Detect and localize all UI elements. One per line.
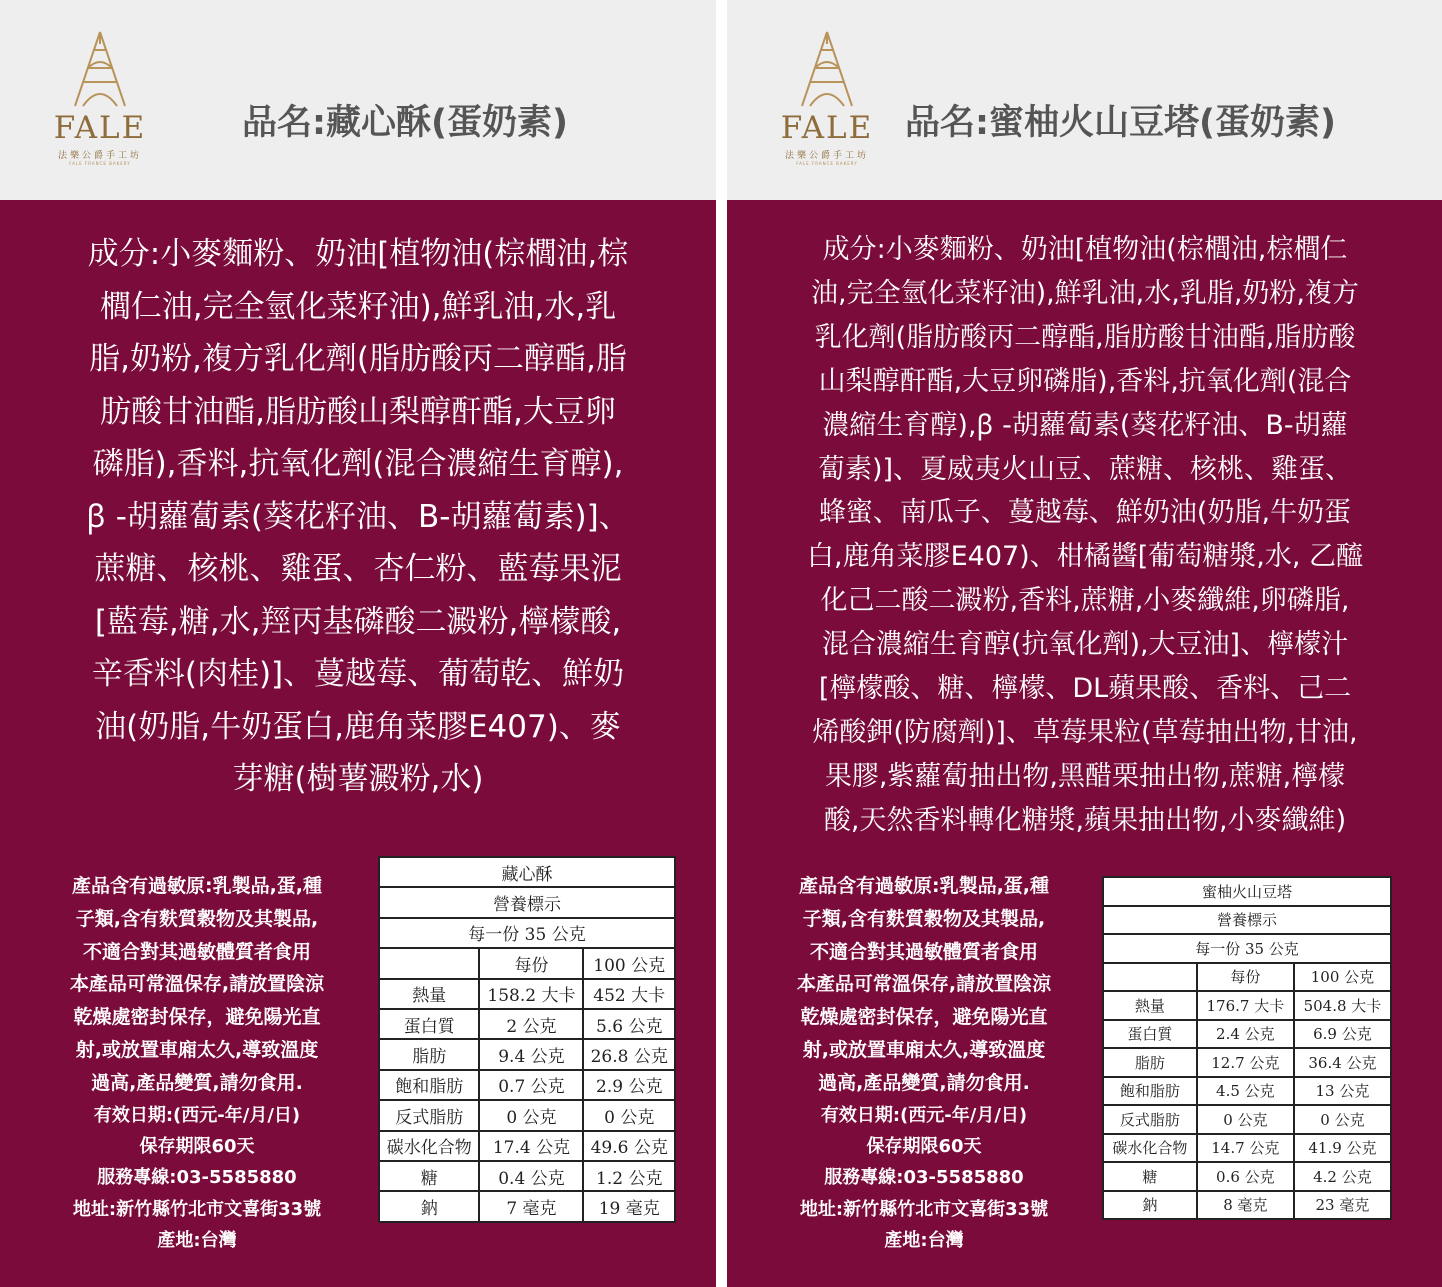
shelf-life: 保存期限60天 — [866, 1135, 982, 1157]
nutrition-product: 藏心酥 — [379, 857, 675, 887]
table-row — [379, 1070, 675, 1100]
note-line: 過高,產品變質,請勿食用. — [818, 1071, 1030, 1094]
nutrient-name: 鈉 — [1103, 1191, 1197, 1220]
table-row — [379, 1009, 675, 1039]
ingredient-line: 化己二酸二澱粉,香料,蔗糖,小麥纖維,卵磷脂, — [820, 585, 1350, 617]
brand-logo — [46, 30, 154, 170]
note-line: 產品含有過敏原:乳製品,蛋,種 — [71, 875, 323, 897]
table-row — [1103, 991, 1391, 1020]
per-100g-value: 41.9 公克 — [1294, 1134, 1391, 1163]
ingredient-line: 乳化劑(脂肪酸丙二醇酯,脂肪酸甘油酯,脂肪酸 — [814, 321, 1356, 353]
per-serving-value: 0.7 公克 — [479, 1070, 583, 1100]
per-100g-value: 1.2 公克 — [583, 1161, 675, 1191]
note-line: 乾燥處密封保存，避免陽光直 — [73, 1006, 321, 1029]
per-100g-value: 504.8 大卡 — [1294, 991, 1391, 1020]
nutrient-name: 碳水化合物 — [1103, 1134, 1197, 1163]
origin: 產地:台灣 — [884, 1230, 964, 1252]
nutrient-name: 糖 — [1103, 1162, 1197, 1191]
per-serving-value: 2.4 公克 — [1197, 1020, 1294, 1049]
brand-logo — [773, 30, 881, 170]
nutrition-product: 蜜柚火山豆塔 — [1103, 877, 1391, 906]
header-per-serving: 每份 — [1197, 963, 1294, 992]
per-serving-value: 17.4 公克 — [479, 1131, 583, 1161]
per-100g-value: 49.6 公克 — [583, 1131, 675, 1161]
note-line: 乾燥處密封保存，避免陽光直 — [800, 1006, 1048, 1029]
ingredient-line: 辛香料(肉桂)]、蔓越莓、葡萄乾、鮮奶 — [91, 656, 625, 692]
nutrient-name: 反式脂肪 — [1103, 1105, 1197, 1134]
per-100g-value: 23 毫克 — [1294, 1191, 1391, 1220]
nutrition-heading: 營養標示 — [1103, 906, 1391, 935]
logo-subtitle: 法樂公爵手工坊 — [57, 151, 142, 161]
ingredient-line: 肪酸甘油酯,脂肪酸山梨醇酐酯,大豆卵 — [100, 393, 616, 430]
ingredients-text — [32, 228, 684, 806]
per-100g-value: 19 毫克 — [583, 1191, 675, 1221]
nutrient-name: 蛋白質 — [379, 1009, 479, 1039]
header-per-100g: 100 公克 — [1294, 963, 1391, 992]
nutrition-heading: 營養標示 — [379, 887, 675, 917]
table-row — [1103, 1162, 1391, 1191]
note-line: 不適合對其過敏體質者食用 — [82, 940, 311, 963]
note-line: 本產品可常溫保存,請放置陰涼 — [796, 973, 1052, 996]
table-row — [379, 1161, 675, 1191]
per-100g-value: 452 大卡 — [583, 979, 675, 1009]
eiffel-tower-icon — [792, 30, 862, 108]
address: 地址:新竹縣竹北市文喜街33號 — [72, 1198, 322, 1220]
per-100g-value: 26.8 公克 — [583, 1039, 675, 1069]
per-100g-value: 2.9 公克 — [583, 1070, 675, 1100]
per-serving-value: 0.4 公克 — [479, 1161, 583, 1191]
expiry-date: 有效日期:(西元-年/月/日) — [820, 1104, 1028, 1126]
header-blank — [1103, 963, 1197, 992]
nutrient-name: 反式脂肪 — [379, 1100, 479, 1130]
ingredient-line: 蜂蜜、南瓜子、蔓越莓、鮮奶油(奶脂,牛奶蛋 — [818, 497, 1352, 529]
per-serving-value: 9.4 公克 — [479, 1039, 583, 1069]
ingredient-line: 成分:小麥麵粉、奶油[植物油(棕櫚油,棕櫚仁 — [822, 234, 1348, 265]
ingredient-line: 白,鹿角菜膠E407)、柑橘醬[葡萄糖漿,水, 乙醯 — [807, 541, 1363, 573]
logo-english: FALE FRANCE BAKERY — [69, 161, 131, 166]
product-title: 品名:藏心酥(蛋奶素) — [242, 103, 568, 143]
nutrient-name: 脂肪 — [379, 1039, 479, 1069]
per-100g-value: 6.9 公克 — [1294, 1020, 1391, 1049]
eiffel-tower-icon — [65, 30, 135, 108]
logo-wordmark: FALE — [53, 110, 147, 146]
service-phone: 服務專線:03-5585880 — [824, 1167, 1024, 1189]
per-serving-value: 7 毫克 — [479, 1191, 583, 1221]
ingredient-line: 成分:小麥麵粉、奶油[植物油(棕櫚油,棕 — [87, 236, 629, 272]
table-row — [1103, 1134, 1391, 1163]
note-line: 產品含有過敏原:乳製品,蛋,種 — [798, 875, 1050, 897]
allergen-storage-notes — [759, 870, 1089, 1257]
ingredient-line: 油,完全氫化菜籽油),鮮乳油,水,乳脂,奶粉,複方 — [810, 277, 1360, 309]
ingredient-line: 濃縮生育醇),ꞵ -胡蘿蔔素(葵花籽油、B-胡蘿 — [822, 409, 1348, 441]
note-line: 本產品可常溫保存,請放置陰涼 — [69, 973, 325, 996]
ingredient-line: 酸,天然香料轉化糖漿,蘋果抽出物,小麥纖維) — [823, 804, 1347, 836]
per-serving-value: 12.7 公克 — [1197, 1048, 1294, 1077]
product-title: 品名:蜜柚火山豆塔(蛋奶素) — [905, 103, 1336, 143]
origin: 產地:台灣 — [157, 1230, 237, 1252]
nutrient-name: 脂肪 — [1103, 1048, 1197, 1077]
note-line: 不適合對其過敏體質者食用 — [809, 940, 1038, 963]
note-line: 射,或放置車廂太久,導致溫度 — [802, 1038, 1046, 1061]
table-row — [1103, 1077, 1391, 1106]
product-label-right — [727, 0, 1442, 1287]
logo-english: FALE FRANCE BAKERY — [796, 161, 858, 166]
nutrition-table — [378, 856, 676, 1223]
nutrient-name: 糖 — [379, 1161, 479, 1191]
label-header — [0, 0, 716, 200]
note-line: 子類,含有麩質穀物及其製品, — [802, 907, 1046, 930]
ingredient-line: 油(奶脂,牛奶蛋白,鹿角菜膠E407)、麥 — [95, 708, 621, 745]
table-row — [1103, 1105, 1391, 1134]
nutrient-name: 蛋白質 — [1103, 1020, 1197, 1049]
note-line: 射,或放置車廂太久,導致溫度 — [75, 1038, 319, 1061]
header-per-100g: 100 公克 — [583, 948, 675, 978]
per-serving-value: 2 公克 — [479, 1009, 583, 1039]
table-row — [379, 1039, 675, 1069]
nutrition-serving: 每一份 35 公克 — [379, 918, 675, 948]
ingredient-line: ꞵ -胡蘿蔔素(葵花籽油、B-胡蘿蔔素)]、 — [86, 498, 630, 535]
ingredient-line: 櫚仁油,完全氫化菜籽油),鮮乳油,水,乳 — [99, 288, 617, 325]
nutrient-name: 熱量 — [379, 979, 479, 1009]
per-serving-value: 176.7 大卡 — [1197, 991, 1294, 1020]
nutrient-name: 碳水化合物 — [379, 1131, 479, 1161]
header-per-serving: 每份 — [479, 948, 583, 978]
ingredient-line: 蔔素)]、夏威夷火山豆、蔗糖、核桃、雞蛋、 — [817, 453, 1353, 485]
logo-subtitle: 法樂公爵手工坊 — [784, 151, 869, 161]
ingredient-line: 蔗糖、核桃、雞蛋、杏仁粉、藍莓果泥 — [94, 551, 622, 587]
per-100g-value: 0 公克 — [583, 1100, 675, 1130]
product-label-left — [0, 0, 716, 1287]
shelf-life: 保存期限60天 — [139, 1135, 255, 1157]
ingredient-line: 脂,奶粉,複方乳化劑(脂肪酸丙二醇酯,脂 — [89, 341, 627, 377]
table-row — [379, 979, 675, 1009]
table-header-row — [1103, 963, 1391, 992]
per-serving-value: 0 公克 — [1197, 1105, 1294, 1134]
header-blank — [379, 948, 479, 978]
table-row — [1103, 1191, 1391, 1220]
table-row — [1103, 1020, 1391, 1049]
address: 地址:新竹縣竹北市文喜街33號 — [799, 1198, 1049, 1220]
ingredient-line: [檸檬酸、糖、檸檬、DL蘋果酸、香料、己二 — [818, 673, 1352, 705]
expiry-date: 有效日期:(西元-年/月/日) — [93, 1104, 301, 1126]
table-header-row — [379, 948, 675, 978]
per-serving-value: 0 公克 — [479, 1100, 583, 1130]
ingredients-text — [761, 228, 1409, 843]
nutrition-table — [1102, 876, 1392, 1220]
nutrition-serving: 每一份 35 公克 — [1103, 934, 1391, 963]
nutrient-name: 熱量 — [1103, 991, 1197, 1020]
ingredient-line: 磷脂),香料,抗氧化劑(混合濃縮生育醇), — [92, 446, 624, 482]
per-serving-value: 4.5 公克 — [1197, 1077, 1294, 1106]
nutrient-name: 飽和脂肪 — [379, 1070, 479, 1100]
ingredient-line: 芽糖(樹薯澱粉,水) — [232, 761, 484, 797]
ingredient-line: 果膠,紫蘿蔔抽出物,黑醋栗抽出物,蔗糖,檸檬 — [824, 760, 1346, 792]
per-serving-value: 14.7 公克 — [1197, 1134, 1294, 1163]
table-row — [379, 1131, 675, 1161]
per-100g-value: 13 公克 — [1294, 1077, 1391, 1106]
ingredient-line: 山梨醇酐酯,大豆卵磷脂),香料,抗氧化劑(混合 — [818, 365, 1352, 397]
per-100g-value: 5.6 公克 — [583, 1009, 675, 1039]
table-row — [1103, 1048, 1391, 1077]
logo-wordmark: FALE — [780, 110, 874, 146]
per-100g-value: 0 公克 — [1294, 1105, 1391, 1134]
ingredient-line: 烯酸鉀(防腐劑)]、草莓果粒(草莓抽出物,甘油, — [812, 716, 1358, 748]
table-row — [379, 1191, 675, 1221]
per-serving-value: 0.6 公克 — [1197, 1162, 1294, 1191]
per-100g-value: 4.2 公克 — [1294, 1162, 1391, 1191]
ingredient-line: 混合濃縮生育醇(抗氧化劑),大豆油]、檸檬汁 — [821, 629, 1349, 661]
nutrient-name: 鈉 — [379, 1191, 479, 1221]
note-line: 過高,產品變質,請勿食用. — [91, 1071, 303, 1094]
nutrient-name: 飽和脂肪 — [1103, 1077, 1197, 1106]
note-line: 子類,含有麩質穀物及其製品, — [75, 907, 319, 930]
label-header — [727, 0, 1442, 200]
per-serving-value: 158.2 大卡 — [479, 979, 583, 1009]
ingredient-line: [藍莓,糖,水,羥丙基磷酸二澱粉,檸檬酸, — [94, 603, 622, 640]
allergen-storage-notes — [32, 870, 362, 1257]
service-phone: 服務專線:03-5585880 — [97, 1167, 297, 1189]
per-serving-value: 8 毫克 — [1197, 1191, 1294, 1220]
table-row — [379, 1100, 675, 1130]
per-100g-value: 36.4 公克 — [1294, 1048, 1391, 1077]
